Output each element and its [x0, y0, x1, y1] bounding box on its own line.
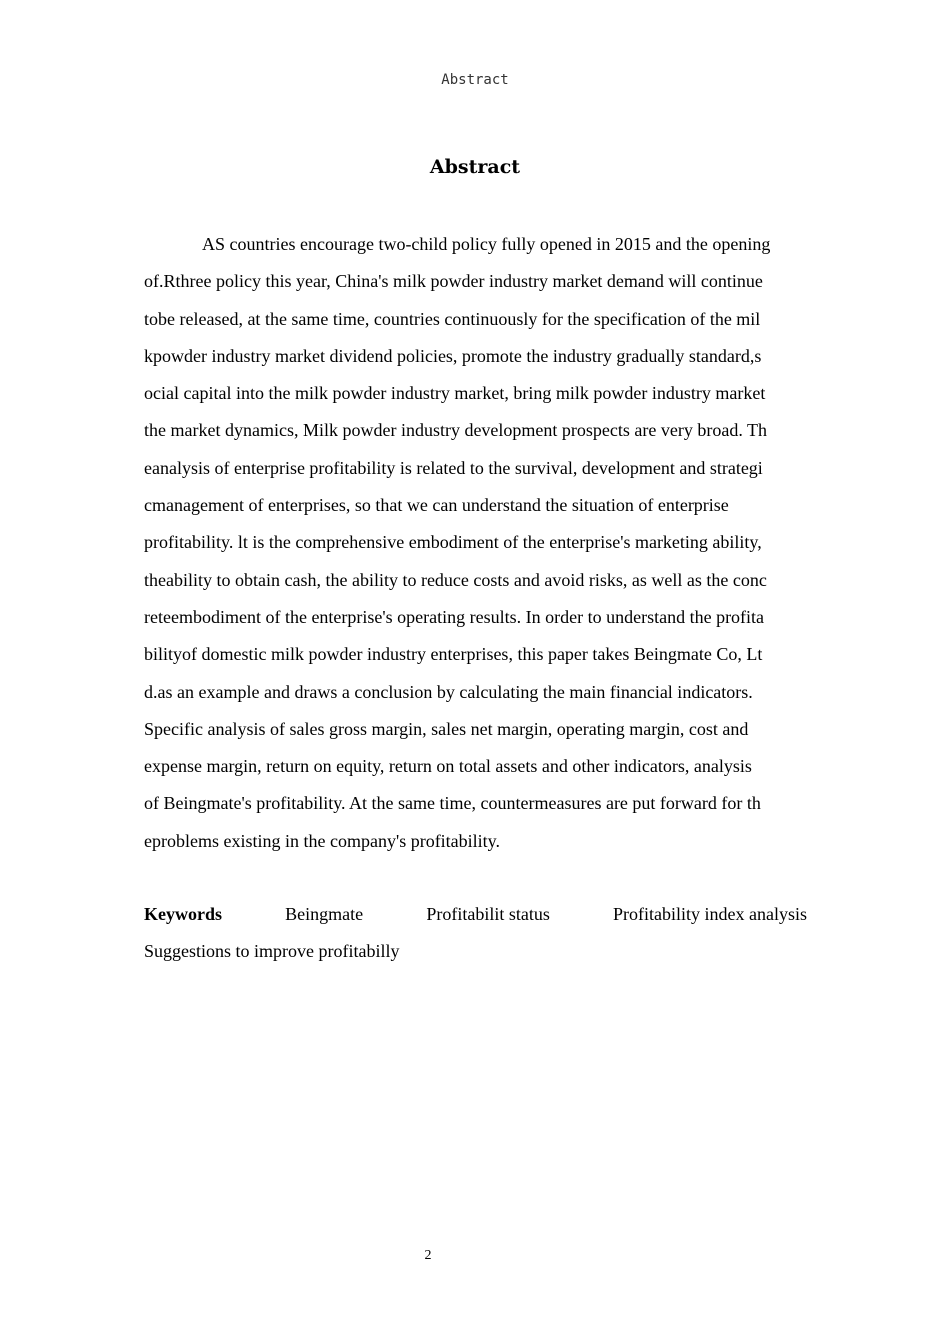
running-header: Abstract: [441, 72, 509, 88]
keywords-row: [144, 896, 807, 933]
abstract-line: bilityof domestic milk powder industry enterprises, this paper takes Beingmate Co, Lt: [144, 644, 763, 665]
abstract-line: eproblems existing in the company's profitability.: [144, 830, 501, 851]
abstract-line: eanalysis of enterprise profitability is related to the survival, development and strategi: [144, 457, 763, 478]
keyword-item: Beingmate: [285, 904, 364, 924]
keywords-label: Keywords: [144, 904, 222, 924]
keywords-row-continued: [144, 933, 807, 970]
abstract-line: tobe released, at the same time, countries continuously for the specification of the mil: [144, 308, 761, 329]
abstract-line: ocial capital into the milk powder industry market, bring milk powder industry market: [144, 383, 766, 404]
abstract-line: cmanagement of enterprises, so that we can understand the situation of enterprise: [144, 495, 729, 516]
abstract-line: of.Rthree policy this year, China's milk powder industry market demand will continue: [144, 271, 763, 292]
abstract-line: reteembodiment of the enterprise's operating results. In order to understand the profita: [144, 606, 765, 627]
abstract-line: Specific analysis of sales gross margin, sales net margin, operating margin, cost and: [144, 718, 749, 739]
page-title: Abstract: [429, 156, 521, 178]
abstract-line: AS countries encourage two-child policy fully opened in 2015 and the opening: [202, 234, 771, 254]
abstract-line: kpowder industry market dividend policies, promote the industry gradually standard,s: [144, 345, 762, 366]
abstract-line: the market dynamics, Milk powder industry development prospects are very broad. Th: [144, 420, 768, 441]
page-number: 2: [424, 1248, 432, 1263]
abstract-line: d.as an example and draws a conclusion by calculating the main financial indicators.: [144, 681, 753, 702]
keyword-item: Profitabilit status: [426, 904, 550, 924]
keyword-item: Profitability index analysis: [613, 904, 807, 924]
keywords-section: [144, 896, 807, 970]
abstract-line: profitability. lt is the comprehensive embodiment of the enterprise's marketing ability,: [144, 532, 762, 553]
abstract-line: of Beingmate's profitability. At the same time, countermeasures are put forward for th: [144, 793, 761, 814]
keyword-item: Suggestions to improve profitabilly: [144, 941, 400, 961]
abstract-line: theability to obtain cash, the ability to reduce costs and avoid risks, as well as the conc: [144, 569, 767, 590]
abstract-line: expense margin, return on equity, return on total assets and other indicators, analysis: [144, 756, 752, 777]
abstract-body: [144, 226, 807, 860]
